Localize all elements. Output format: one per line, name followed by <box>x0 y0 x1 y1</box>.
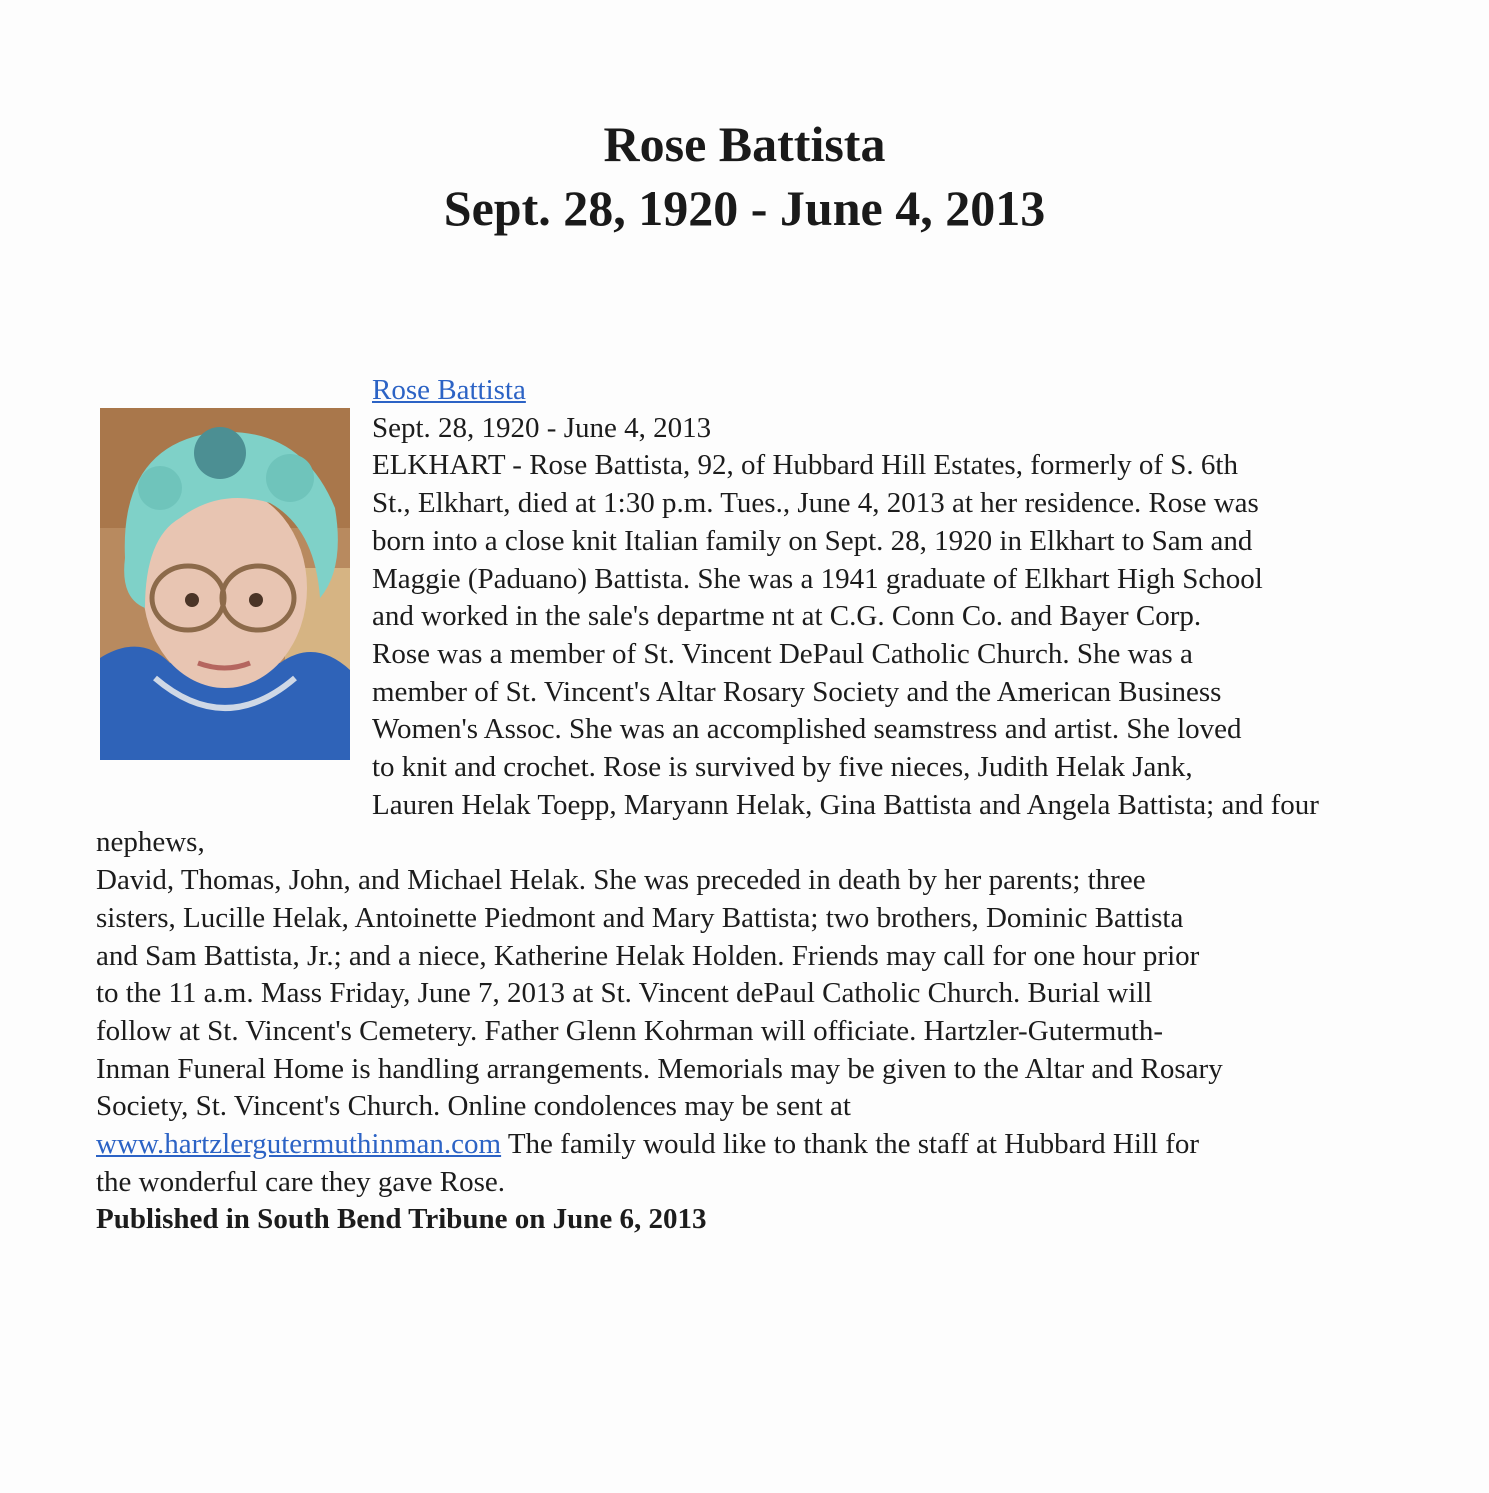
obituary-line: ELKHART - Rose Battista, 92, of Hubbard Hill Estates, formerly of S. 6th <box>372 449 1238 482</box>
header-dates: Sept. 28, 1920 - June 4, 2013 <box>443 180 1046 236</box>
obituary-dates: Sept. 28, 1920 - June 4, 2013 <box>372 411 712 444</box>
obituary-line: St., Elkhart, died at 1:30 p.m. Tues., June 4, 2013 at her residence. Rose was <box>372 487 1259 520</box>
after-url-text: The family would like to thank the staff at Hubbard Hill for <box>501 1128 1200 1161</box>
obituary-line: member of St. Vincent's Altar Rosary Society and the American Business <box>372 675 1222 708</box>
funeral-home-url-link[interactable]: www.hartzlergutermuthinman.com <box>96 1128 502 1161</box>
obituary-line: Inman Funeral Home is handling arrangements. Memorials may be given to the Altar and Rosary <box>96 1052 1223 1085</box>
obituary-line: follow at St. Vincent's Cemetery. Father Glenn Kohrman will officiate. Hartzler-Gutermuth- <box>96 1014 1164 1047</box>
photo-spacer <box>96 372 372 787</box>
obituary-line: Women's Assoc. She was an accomplished seamstress and artist. She loved <box>372 713 1242 746</box>
obituary-line: and Sam Battista, Jr.; and a niece, Katherine Helak Holden. Friends may call for one hour prior <box>96 939 1200 972</box>
obituary-line: and worked in the sale's departme nt at C.G. Conn Co. and Bayer Corp. <box>372 600 1202 633</box>
obituary-line: born into a close knit Italian family on Sept. 28, 1920 in Elkhart to Sam and <box>372 524 1253 557</box>
header-name: Rose Battista <box>603 116 886 172</box>
obituary-line: the wonderful care they gave Rose. <box>96 1165 506 1198</box>
obituary-line: to knit and crochet. Rose is survived by five nieces, Judith Helak Jank, <box>372 751 1193 784</box>
obituary-line: David, Thomas, John, and Michael Helak. She was preceded in death by her parents; three <box>96 864 1146 897</box>
obituary-line: sisters, Lucille Helak, Antoinette Piedmont and Mary Battista; two brothers, Dominic Battista <box>96 901 1184 934</box>
obituary-line: to the 11 a.m. Mass Friday, June 7, 2013 at St. Vincent dePaul Catholic Church. Burial will <box>96 977 1153 1010</box>
obituary-line: Maggie (Paduano) Battista. She was a 1941 graduate of Elkhart High School <box>372 562 1263 595</box>
published-credit: Published in South Bend Tribune on June 6, 2013 <box>96 1203 707 1236</box>
obituary-name-link[interactable]: Rose Battista <box>372 374 526 406</box>
obituary-body <box>96 372 1401 1239</box>
obituary-header <box>0 112 1489 240</box>
obituary-line: Rose was a member of St. Vincent DePaul Catholic Church. She was a <box>372 637 1193 670</box>
obituary-line: Lauren Helak Toepp, Maryann Helak, Gina Battista and Angela Battista; and four nephews, <box>96 788 1319 859</box>
obituary-url-line <box>96 1126 1401 1164</box>
obituary-line: Society, St. Vincent's Church. Online condolences may be sent at <box>96 1090 851 1123</box>
